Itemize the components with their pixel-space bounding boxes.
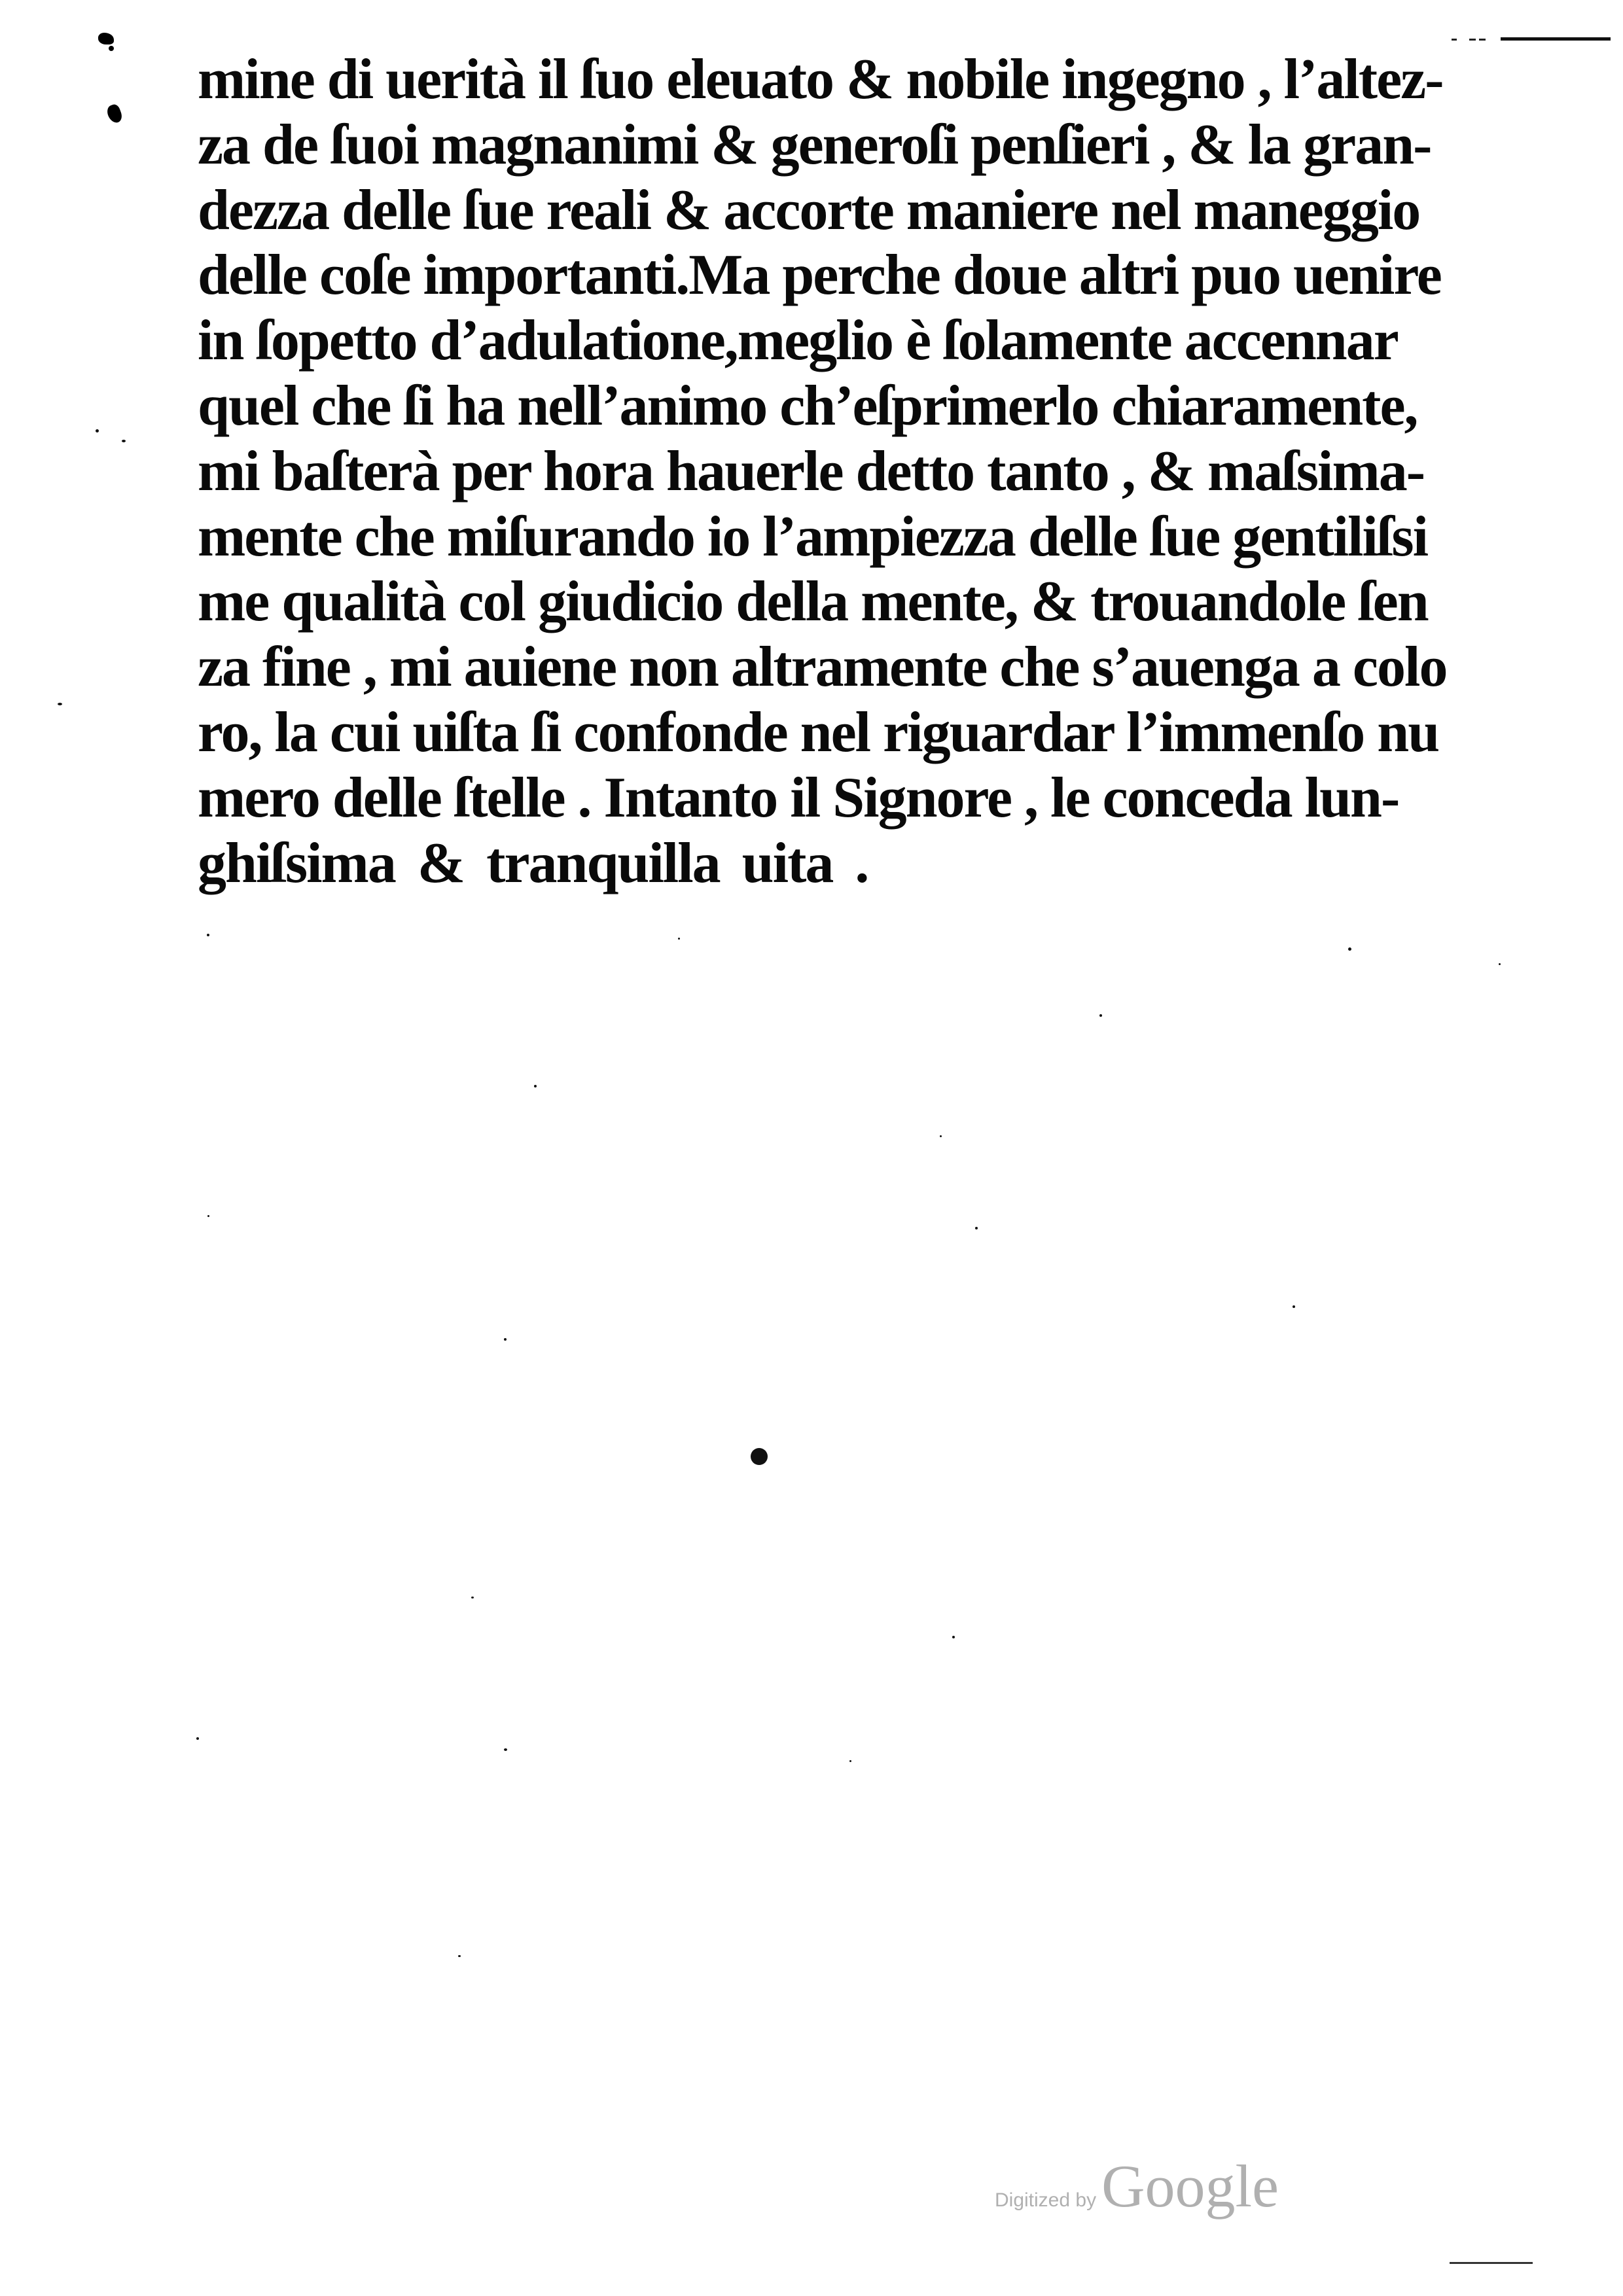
text-line: mi baſterà per hora hauerle detto tanto , & maſsima-	[198, 439, 1425, 503]
text-line: delle coſe importanti.Ma perche doue altri puo uenire	[198, 243, 1441, 308]
margin-ink-mark-small	[109, 46, 114, 51]
margin-ink-mark-lower	[105, 103, 124, 124]
scan-speck	[458, 1955, 461, 1957]
scan-speck	[940, 1135, 942, 1137]
top-right-rule	[1501, 37, 1611, 41]
scan-speck	[504, 1748, 507, 1751]
scan-speck	[471, 1597, 474, 1598]
top-right-dash-1	[1452, 39, 1457, 41]
watermark-brand: Google	[1101, 2153, 1279, 2219]
scan-speck	[952, 1636, 955, 1638]
text-line: za de ſuoi magnanimi & generoſi penſieri , & la gran-	[198, 113, 1431, 177]
scan-speck	[1348, 947, 1351, 951]
top-right-dash-2	[1469, 39, 1476, 41]
text-line: za fine , mi auiene non altramente che s’auenga a colo	[198, 635, 1447, 699]
text-line: in ſopetto d’adulatione,meglio è ſolamente accennar	[198, 309, 1398, 373]
text-line: mero delle ſtelle . Intanto il Signore , le conceda lun-	[198, 766, 1399, 830]
scan-speck	[1499, 963, 1501, 965]
scan-speck	[1099, 1014, 1102, 1017]
text-line: me qualità col giudicio della mente, & trouandole ſen	[198, 570, 1428, 634]
body-text	[198, 47, 1447, 896]
text-line: mente che miſurando io l’ampiezza delle ſue gentiliſsi	[198, 504, 1428, 569]
scan-speck	[196, 1737, 199, 1740]
scan-speck	[58, 703, 62, 705]
top-right-dash-3	[1479, 39, 1486, 41]
scan-speck	[504, 1338, 507, 1341]
scan-speck	[1293, 1305, 1295, 1308]
scan-speck	[849, 1760, 851, 1762]
scan-speck	[122, 440, 126, 442]
scan-speck	[207, 1215, 209, 1217]
watermark-prefix: Digitized by	[995, 2189, 1097, 2211]
text-line: dezza delle ſue reali & accorte maniere nel maneggio	[198, 178, 1420, 242]
bottom-right-rule	[1450, 2262, 1533, 2264]
text-line-final: ghiſsima & tranquilla uita .	[198, 831, 868, 895]
scan-speck	[96, 429, 99, 433]
scan-speck	[678, 938, 680, 940]
scan-speck	[975, 1227, 978, 1229]
margin-ink-mark-top	[98, 33, 114, 44]
text-line: mine di uerità il ſuo eleuato & nobile ingegno , l’altez-	[198, 48, 1443, 111]
text-line: ro, la cui uiſta ſi confonde nel riguardar l’immenſo nu	[198, 700, 1439, 764]
scan-speck	[534, 1085, 537, 1087]
text-line: quel che ſi ha nell’animo ch’eſprimerlo chiaramente,	[198, 374, 1418, 438]
digitized-by-google-watermark	[995, 2151, 1279, 2230]
scan-speck	[207, 934, 209, 936]
ink-dot	[751, 1448, 768, 1465]
